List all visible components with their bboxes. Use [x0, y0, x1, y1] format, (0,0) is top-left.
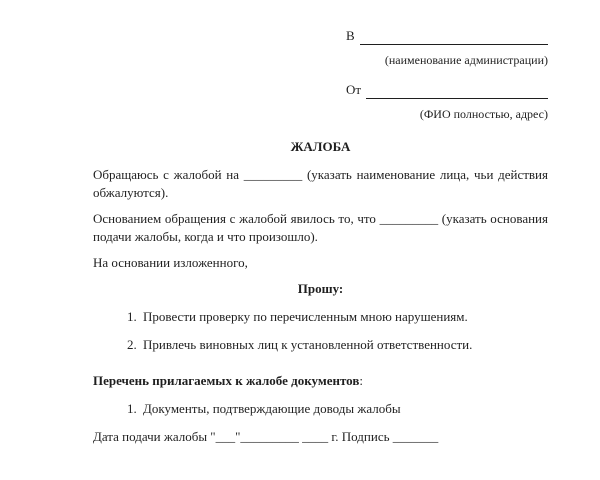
document-title: ЖАЛОБА [290, 139, 351, 154]
attachments-list [93, 400, 548, 418]
sender-label: От [346, 82, 362, 97]
addressee-label: В [346, 28, 355, 43]
addressee-blank-line [360, 30, 548, 45]
attachment-item-1: 1. Документы, подтверждающие доводы жалобы [140, 400, 548, 418]
sender-blank-line [366, 84, 548, 99]
sender-caption: (ФИО полностью, адрес) [419, 107, 548, 121]
request-item-2: 2. Привлечь виновных лиц к установленной ответственности. [140, 336, 548, 354]
attachments-heading-colon: : [359, 373, 363, 388]
addressee-caption: (наименование администрации) [384, 53, 548, 67]
paragraph-complaint-subject: Обращаюсь с жалобой на _________ (указать наименование лица, чьи действия обжалуются). [93, 167, 548, 200]
attachments-heading [93, 372, 548, 390]
paragraph-complaint-grounds: Основанием обращения с жалобой явилось то, что _________ (указать основания подачи жалобы, когда и что произошло). [93, 211, 548, 244]
date-signature-line: Дата подачи жалобы "___"_________ ____ г. Подпись _______ [93, 429, 439, 444]
document-header-block [346, 27, 548, 122]
request-item-1: 1. Провести проверку по перечисленным мною нарушениям. [140, 308, 548, 326]
sender-line [346, 81, 548, 99]
paragraph-basis: На основании изложенного, [93, 255, 248, 270]
attachments-heading-text: Перечень прилагаемых к жалобе документов [93, 373, 360, 388]
addressee-line [346, 27, 548, 45]
request-heading: Прошу: [297, 281, 344, 296]
request-list [93, 308, 548, 354]
